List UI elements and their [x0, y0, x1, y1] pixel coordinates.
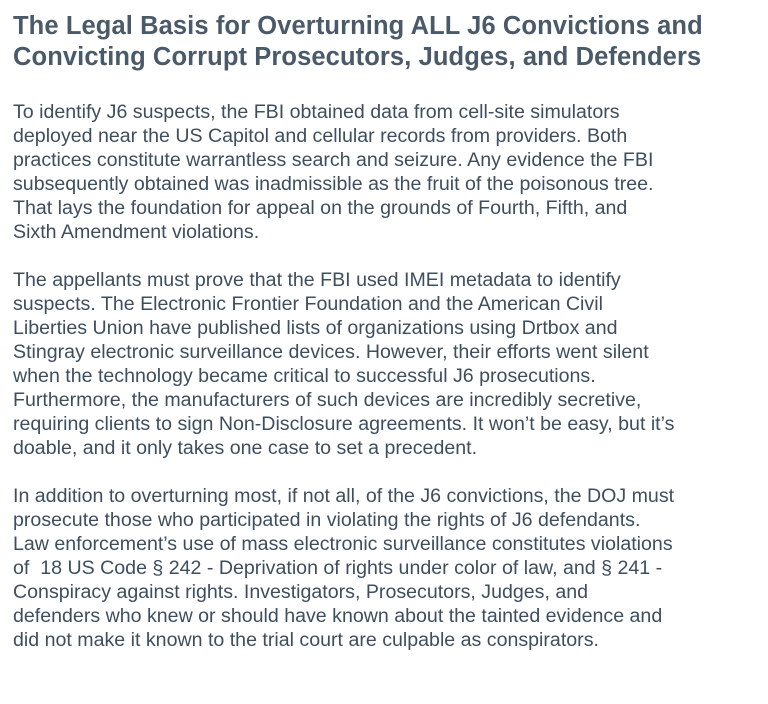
paragraph	[13, 100, 763, 244]
text-line: practices constitute warrantless search and seizure. Any evidence the FBI	[13, 149, 654, 171]
paragraph	[13, 268, 763, 460]
text-line: prosecute those who participated in violating the rights of J6 defendants.	[13, 509, 641, 531]
text-line: The appellants must prove that the FBI used IMEI metadata to identify	[13, 269, 621, 291]
text-line: To identify J6 suspects, the FBI obtained data from cell-site simulators	[13, 101, 620, 123]
text-line: subsequently obtained was inadmissible as the fruit of the poisonous tree.	[13, 173, 654, 195]
text-line: requiring clients to sign Non-Disclosure agreements. It won’t be easy, but it’s	[13, 413, 675, 435]
text-line: Liberties Union have published lists of organizations using Drtbox and	[13, 317, 618, 339]
text-line: Conspiracy against rights. Investigators, Prosecutors, Judges, and	[13, 581, 589, 603]
document-body	[13, 100, 763, 652]
document-title	[13, 11, 763, 73]
text-line: of 18 US Code § 242 - Deprivation of rights under color of law, and § 241 -	[13, 557, 663, 579]
document-page	[13, 11, 763, 676]
text-line: Furthermore, the manufacturers of such devices are incredibly secretive,	[13, 389, 642, 411]
text-line: deployed near the US Capitol and cellular records from providers. Both	[13, 125, 628, 147]
text-line: Stingray electronic surveillance devices. However, their efforts went silent	[13, 341, 649, 363]
text-line: That lays the foundation for appeal on the grounds of Fourth, Fifth, and	[13, 197, 628, 219]
title-line: The Legal Basis for Overturning ALL J6 Convictions and	[13, 12, 703, 40]
text-line: Sixth Amendment violations.	[13, 221, 260, 243]
paragraph	[13, 484, 763, 652]
title-line: Convicting Corrupt Prosecutors, Judges, and Defenders	[13, 43, 702, 71]
text-line: doable, and it only takes one case to set a precedent.	[13, 437, 478, 459]
text-line: Law enforcement’s use of mass electronic surveillance constitutes violations	[13, 533, 673, 555]
text-line: did not make it known to the trial court are culpable as conspirators.	[13, 629, 599, 651]
text-line: In addition to overturning most, if not all, of the J6 convictions, the DOJ must	[13, 485, 675, 507]
text-line: when the technology became critical to successful J6 prosecutions.	[13, 365, 596, 387]
text-line: suspects. The Electronic Frontier Foundation and the American Civil	[13, 293, 603, 315]
text-line: defenders who knew or should have known about the tainted evidence and	[13, 605, 663, 627]
